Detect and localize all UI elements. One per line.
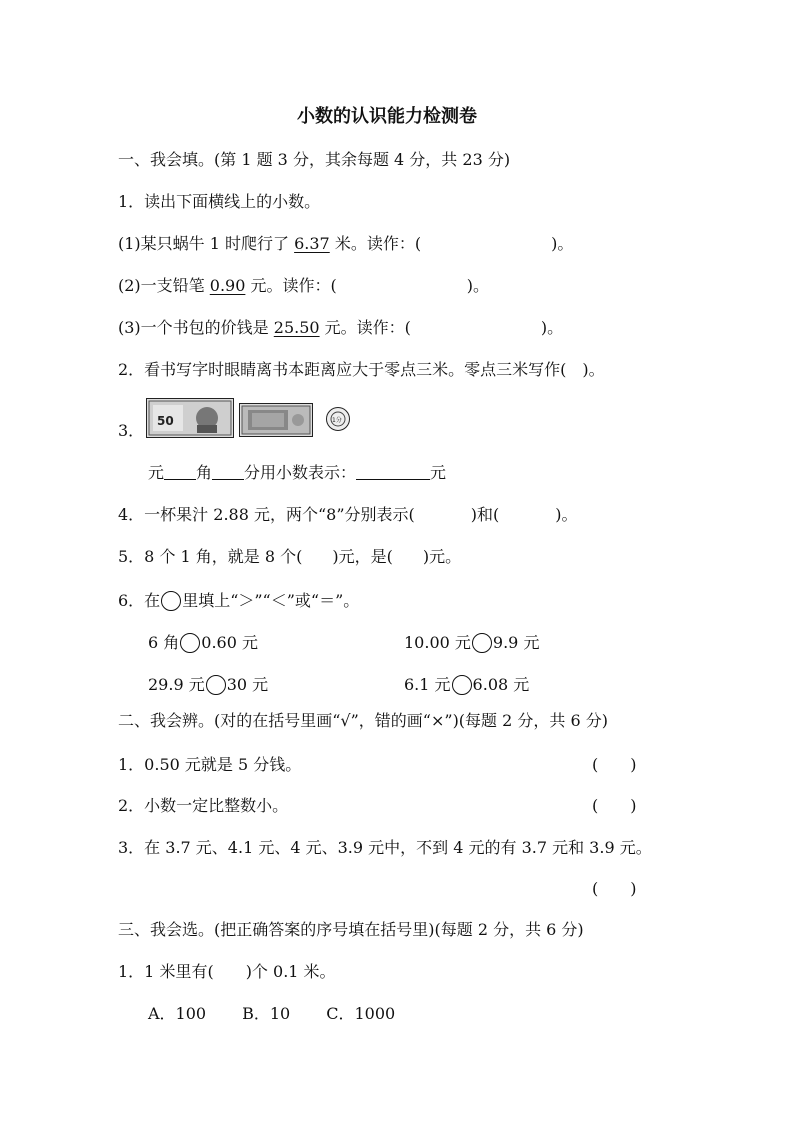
q3-answer-line	[148, 463, 446, 483]
q6-item-right: 6.08 元	[472, 675, 530, 694]
section3-heading: 三、我会选。(把正确答案的序号填在括号里)(每题 2 分，共 6 分)	[118, 920, 584, 939]
q1-c-value: 25.50	[273, 318, 320, 337]
s3-q1-options	[148, 1004, 395, 1024]
q3-jiao: 角	[196, 463, 213, 482]
q1-c-close: )。	[540, 318, 564, 337]
banknote-jiao-icon	[240, 404, 312, 436]
compare-circle[interactable]	[206, 675, 226, 695]
circle-icon	[161, 591, 181, 611]
q6-item-right: 30 元	[226, 675, 269, 694]
q3-number: 3．	[118, 421, 145, 440]
compare-circle[interactable]	[180, 633, 200, 653]
section1-heading: 一、我会填。(第 1 题 3 分，其余每题 4 分，共 23 分)	[118, 150, 511, 169]
coin-1-fen-image	[326, 407, 350, 431]
q1-c-suffix: 元。读作：(	[319, 318, 411, 337]
q5-close: )元。	[422, 547, 462, 566]
q1-b-close: )。	[466, 276, 489, 295]
page-title: 小数的认识能力检测卷	[297, 106, 477, 127]
q3-jiao-blank[interactable]	[212, 463, 244, 480]
q6-item-1	[148, 633, 258, 653]
option-a[interactable]: A．100	[148, 1004, 207, 1023]
q5	[118, 547, 461, 567]
q6-item-left: 6 角	[148, 633, 180, 652]
compare-circle[interactable]	[472, 633, 492, 653]
s3-q1: 1．1 米里有( )个 0.1 米。	[118, 962, 336, 981]
q1-stem: 1．读出下面横线上的小数。	[118, 192, 321, 211]
s2-item-2: 2．小数一定比整数小。	[118, 796, 289, 815]
s2-item-1: 1．0.50 元就是 5 分钱。	[118, 755, 302, 774]
q1-c-prefix: (3)一个书包的价钱是	[118, 318, 274, 337]
q1-c	[118, 318, 563, 338]
q4-mid: )和(	[470, 505, 500, 524]
q6-item-left: 29.9 元	[148, 675, 205, 694]
q6-item-2	[404, 633, 539, 653]
option-c[interactable]: C．1000	[326, 1004, 396, 1023]
q6-item-left: 6.1 元	[404, 675, 451, 694]
banknote-50-image	[146, 398, 234, 438]
coin-icon	[327, 408, 349, 430]
s2-bracket-1[interactable]: ( )	[592, 755, 637, 774]
q6-item-right: 9.9 元	[492, 633, 540, 652]
q1-b-prefix: (2)一支铅笔	[118, 276, 210, 295]
coin-label: 1分	[332, 417, 342, 424]
q3-unit: 元	[430, 463, 447, 482]
q1-b-value: 0.90	[209, 276, 246, 295]
q6-stem	[118, 591, 359, 611]
q6-item-right: 0.60 元	[201, 633, 258, 652]
q6-item-3	[148, 675, 268, 695]
q1-a-value: 6.37	[294, 234, 330, 253]
s2-bracket-3[interactable]: ( )	[592, 879, 637, 898]
q4-prefix: 4．一杯果汁 2.88 元，两个“8”分别表示(	[118, 505, 415, 524]
section2-heading: 二、我会辨。(对的在括号里画“√”，错的画“×”)(每题 2 分，共 6 分)	[118, 711, 608, 730]
q4-close: )。	[555, 505, 578, 524]
s2-bracket-2[interactable]: ( )	[592, 796, 637, 815]
s2-item-3: 3．在 3.7 元、4.1 元、4 元、3.9 元中，不到 4 元的有 3.7 元和 3.9 元。	[118, 838, 652, 857]
q4	[118, 505, 578, 525]
q6-item-left: 10.00 元	[404, 633, 471, 652]
q6-suffix: 里填上“＞”“＜”或“＝”。	[182, 591, 360, 610]
q3-yuan: 元	[148, 463, 165, 482]
compare-circle[interactable]	[452, 675, 472, 695]
option-b[interactable]: B．10	[242, 1004, 291, 1023]
q1-a-close: )。	[551, 234, 574, 253]
q1-a	[118, 234, 573, 254]
banknote-50-label: 50	[157, 414, 174, 428]
q2: 2．看书写字时眼睛离书本距离应大于零点三米。零点三米写作( )。	[118, 360, 605, 379]
q3-yuan-blank[interactable]	[164, 463, 196, 480]
q1-b	[118, 276, 489, 296]
q1-b-suffix: 元。读作：(	[245, 276, 337, 295]
q1-a-prefix: (1)某只蜗牛 1 时爬行了	[118, 234, 295, 253]
q6-item-4	[404, 675, 529, 695]
q3-decimal-blank[interactable]	[356, 463, 430, 480]
q3-fen: 分用小数表示：	[244, 463, 357, 482]
q6-prefix: 6．在	[118, 591, 161, 610]
banknote-50-icon	[147, 399, 233, 437]
q5-mid: )元，是(	[332, 547, 393, 566]
q1-a-suffix: 米。读作：(	[329, 234, 422, 253]
banknote-jiao-image	[239, 403, 313, 437]
q5-prefix: 5．8 个 1 角，就是 8 个(	[118, 547, 303, 566]
